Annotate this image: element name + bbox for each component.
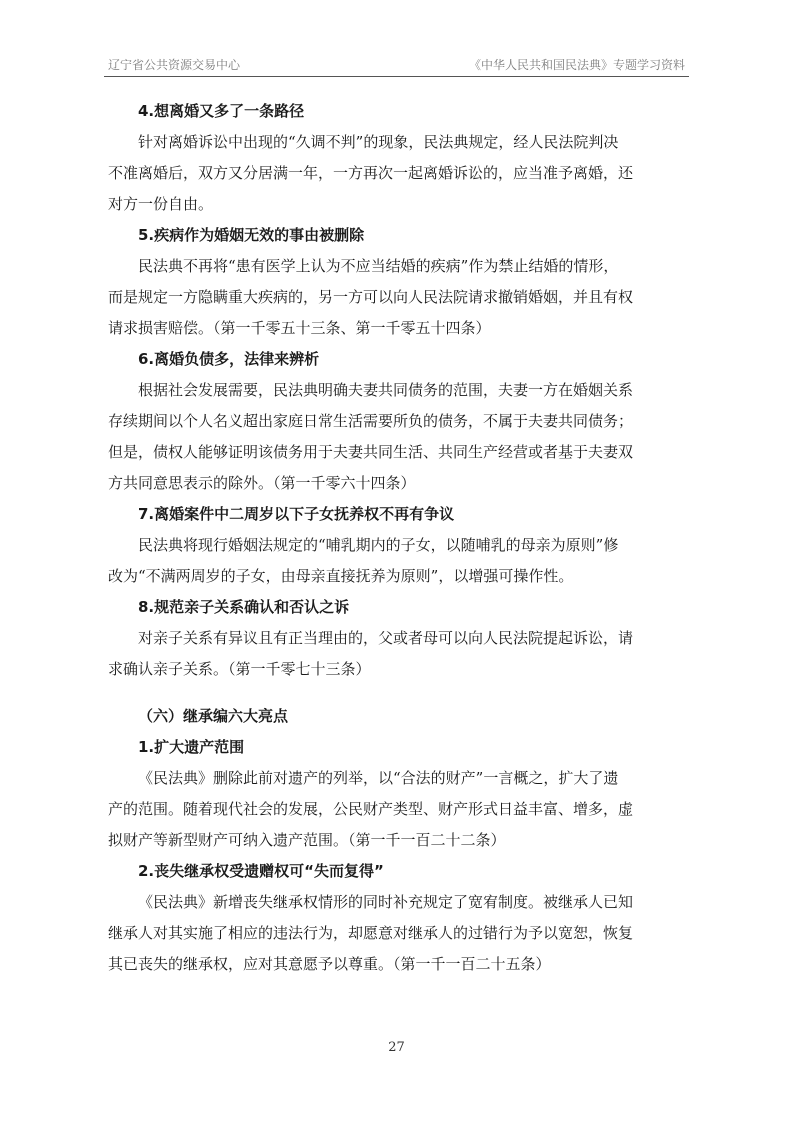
point-paragraph [108, 251, 686, 344]
paragraph-line: 民法典不再将“患有医学上认为不应当结婚的疾病”作为禁止结婚的情形， [138, 257, 619, 275]
paragraph-line: 对亲子关系有异议且有正当理由的，父或者母可以向人民法院提起诉讼，请 [138, 629, 634, 647]
header-divider [104, 76, 689, 77]
point-paragraph [108, 887, 686, 980]
paragraph-line: 针对离婚诉讼中出现的“久调不判”的现象，民法典规定，经人民法院判决 [138, 133, 619, 151]
paragraph-line: 方共同意思表示的除外。（第一千零六十四条） [108, 474, 416, 492]
paragraph-line: 《民法典》新增丧失继承权情形的同时补充规定了宽宥制度。被继承人已知 [138, 893, 634, 911]
paragraph-line: 请求损害赔偿。（第一千零五十三条、第一千零五十四条） [108, 319, 491, 337]
point-paragraph [108, 763, 686, 856]
header-organization: 辽宁省公共资源交易中心 [108, 58, 241, 72]
marriage-points [108, 96, 686, 685]
point-heading: 7.离婚案件中二周岁以下子女抚养权不再有争议 [138, 505, 455, 523]
paragraph-line: 其已丧失的继承权，应对其意愿予以尊重。（第一千一百二十五条） [108, 955, 551, 973]
page-body [108, 96, 686, 980]
paragraph-line: 改为“不满两周岁的子女，由母亲直接抚养为原则”，以增强可操作性。 [108, 567, 574, 585]
point-heading: 6.离婚负债多，法律来辨析 [138, 350, 320, 368]
paragraph-line: 而是规定一方隐瞒重大疾病的，另一方可以向人民法院请求撤销婚姻，并且有权 [108, 288, 634, 306]
point-heading: 8.规范亲子关系确认和否认之诉 [138, 598, 350, 616]
header-document-title: 《中华人民共和国民法典》专题学习资料 [468, 58, 685, 72]
section-heading: （六）继承编六大亮点 [138, 707, 289, 725]
section-gap [108, 685, 686, 701]
inheritance-points [108, 732, 686, 980]
point-heading: 5.疾病作为婚姻无效的事由被删除 [138, 226, 365, 244]
point-paragraph [108, 623, 686, 685]
page-number: 27 [388, 1040, 405, 1055]
paragraph-line: 存续期间以个人名义超出家庭日常生活需要所负的债务，不属于夫妻共同债务； [108, 412, 634, 430]
paragraph-line: 根据社会发展需要，民法典明确夫妻共同债务的范围，夫妻一方在婚姻关系 [138, 381, 634, 399]
point-heading: 2.丧失继承权受遗赠权可“失而复得” [138, 862, 384, 880]
paragraph-line: 但是，债权人能够证明该债务用于夫妻共同生活、共同生产经营或者基于夫妻双 [108, 443, 634, 461]
paragraph-line: 民法典将现行婚姻法规定的“哺乳期内的子女，以随哺乳的母亲为原则”修 [138, 536, 619, 554]
point-paragraph [108, 127, 686, 220]
paragraph-line: 对方一份自由。 [108, 195, 214, 213]
point-heading: 1.扩大遗产范围 [138, 738, 245, 756]
point-paragraph [108, 375, 686, 499]
paragraph-line: 拟财产等新型财产可纳入遗产范围。（第一千一百二十二条） [108, 831, 506, 849]
page-header [108, 54, 685, 74]
point-paragraph [108, 530, 686, 592]
paragraph-line: 产的范围。随着现代社会的发展，公民财产类型、财产形式日益丰富、增多，虚 [108, 800, 634, 818]
paragraph-line: 不准离婚后，双方又分居满一年，一方再次一起离婚诉讼的，应当准予离婚，还 [108, 164, 634, 182]
paragraph-line: 求确认亲子关系。（第一千零七十三条） [108, 660, 371, 678]
point-heading: 4.想离婚又多了一条路径 [138, 102, 305, 120]
paragraph-line: 继承人对其实施了相应的违法行为，却愿意对继承人的过错行为予以宽恕，恢复 [108, 924, 634, 942]
paragraph-line: 《民法典》删除此前对遗产的列举，以“合法的财产”一言概之，扩大了遗 [138, 769, 619, 787]
